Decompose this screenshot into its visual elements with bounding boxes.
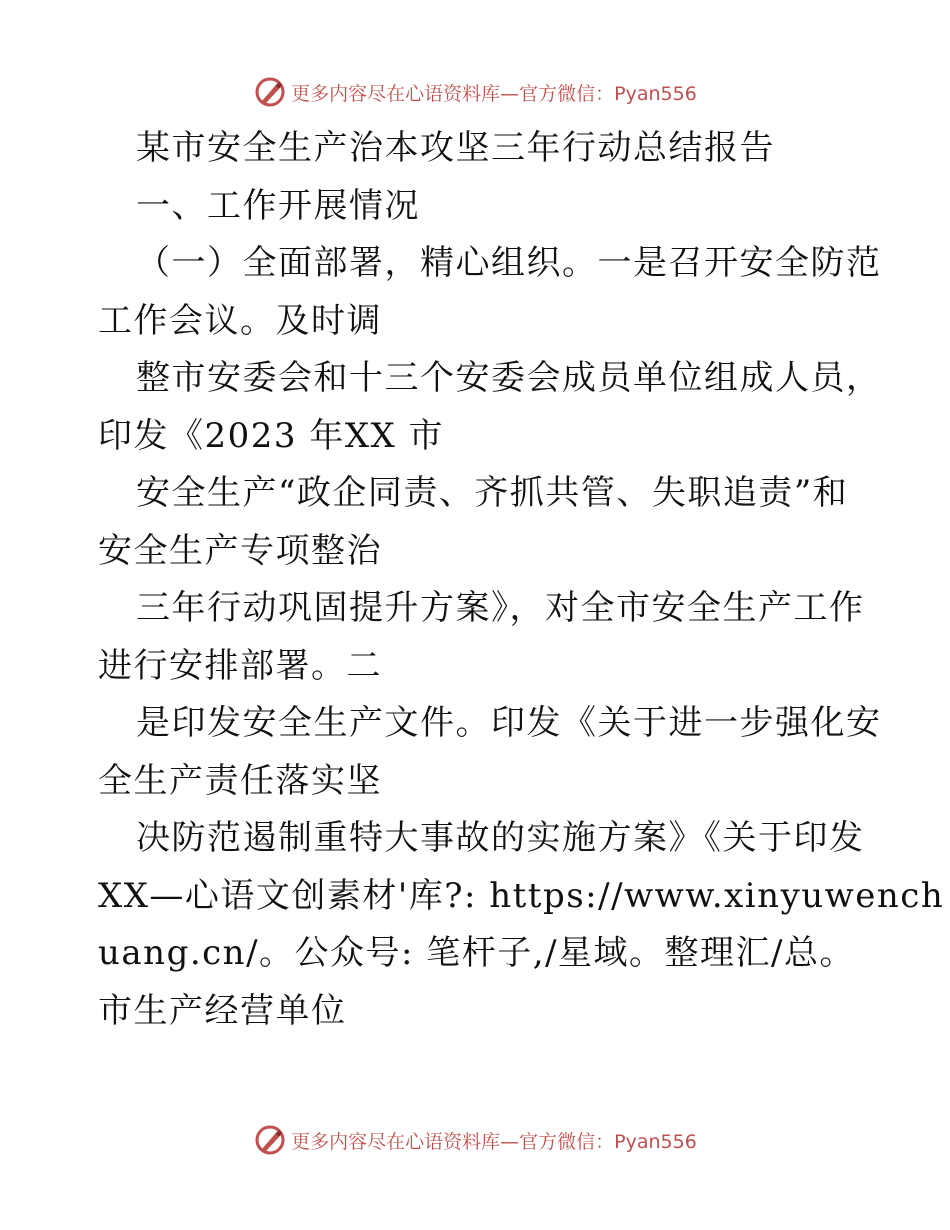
document-line: 是印发安全生产文件。印发《关于进一步强化安: [136, 703, 882, 743]
document-line: XX—心语文创素材'库?: https://www.xinyuwench: [98, 875, 945, 916]
document-line: 市生产经营单位: [98, 990, 347, 1031]
document-line: 决防范遏制重特大事故的实施方案》《关于印发: [136, 818, 865, 858]
header-banner-inner: [253, 75, 697, 109]
footer-banner-inner: [253, 1123, 697, 1157]
document-title: 某市安全生产治本攻坚三年行动总结报告: [136, 128, 775, 168]
document-line: 进行安排部署。二: [98, 645, 382, 686]
document-line: 三年行动巩固提升方案》，对全市安全生产工作: [136, 588, 865, 628]
document-body: [98, 120, 945, 1040]
document-line: 印发《2023 年XX 市: [98, 415, 445, 456]
pen-circle-logo-icon: [253, 1123, 287, 1157]
document-line: （一）全面部署，精心组织。一是召开安全防范: [136, 243, 882, 283]
header-banner-text: 更多内容尽在心语资料库—官方微信：Pyan556: [291, 82, 697, 105]
pen-circle-logo-icon: [253, 75, 287, 109]
document-line: uang.cn/。公众号: 笔杆子,/星域。整理汇/总。: [98, 933, 856, 973]
document-line: 整市安委会和十三个安委会成员单位组成人员，: [136, 358, 882, 398]
footer-banner-text: 更多内容尽在心语资料库—官方微信：Pyan556: [291, 1130, 697, 1153]
footer-banner: [0, 1120, 950, 1160]
document-line: 安全生产专项整治: [98, 530, 382, 571]
document-line: 全生产责任落实坚: [98, 760, 382, 801]
header-banner: [0, 72, 950, 112]
document-line: 工作会议。及时调: [98, 300, 382, 341]
document-line: 安全生产“政企同责、齐抓共管、失职追责”和: [136, 473, 849, 513]
document-line: 一、工作开展情况: [136, 185, 420, 226]
